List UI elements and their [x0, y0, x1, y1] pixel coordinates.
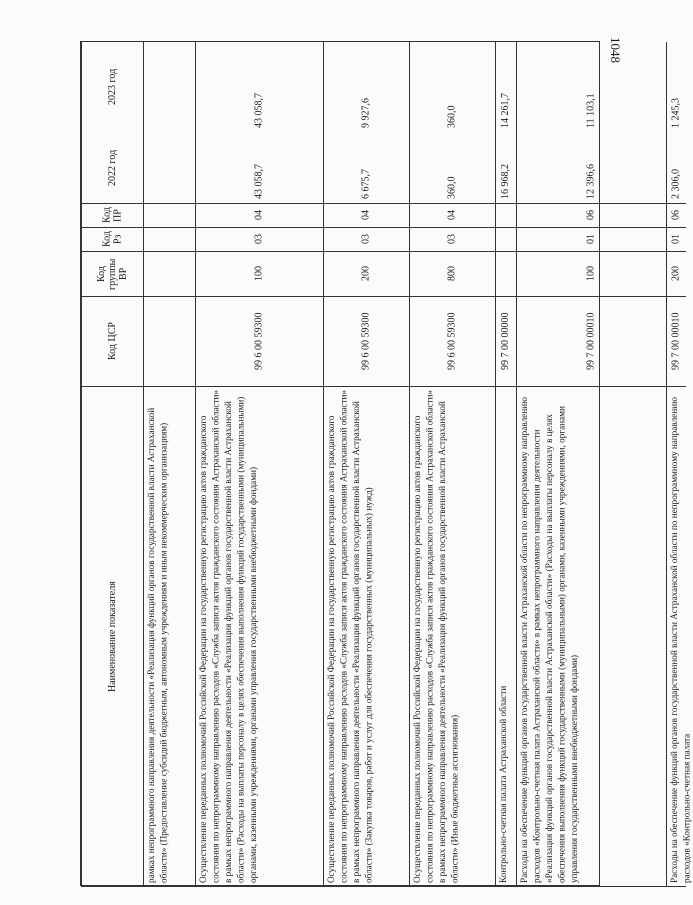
- row-7-y2023: 1 245,3: [666, 42, 686, 132]
- row-4-vr: 800: [409, 252, 495, 297]
- row-2-y2022: 43 058,7: [195, 132, 323, 204]
- header-csr: Код ЦСР: [81, 297, 143, 387]
- row-5-rz: [495, 228, 516, 252]
- header-name: Наименование показателя: [81, 387, 143, 887]
- row-6-csr: 99 7 00 00010: [516, 297, 666, 387]
- row-3-rz: 03: [323, 228, 409, 252]
- row-1-csr: [143, 297, 195, 387]
- header-y2022: 2022 год: [81, 132, 143, 204]
- row-3-csr: 99 6 00 59300: [323, 297, 409, 387]
- row-7-rz: 01: [666, 228, 686, 252]
- row-3-pr: 04: [323, 204, 409, 228]
- row-2-vr: 100: [195, 252, 323, 297]
- row-3-vr: 200: [323, 252, 409, 297]
- row-3-y2023: 9 927,6: [323, 42, 409, 132]
- row-5-y2022: 16 968,2: [495, 132, 516, 204]
- row-1-vr: [143, 252, 195, 297]
- header-vr: Код группы ВР: [81, 252, 143, 297]
- row-4-y2022: 360,0: [409, 132, 495, 204]
- header-rz: Код Рз: [81, 228, 143, 252]
- row-7-pr: 06: [666, 204, 686, 228]
- row-4-csr: 99 6 00 59300: [409, 297, 495, 387]
- row-7-vr: 200: [666, 252, 686, 297]
- row-3-name: Осуществление переданных полномочий Российской Федерации на государственную регистрацию актов гражданского состояния по непрограммному направлению расходов «Служба записи актов гражданского состояния Астраханской области» в рамках непрограммного направления деятельности «Реализация функций органов государственной власти Астраханской области» (Закупка товаров, работ и услуг для обеспечения государственных (муниципальных) нужд): [323, 387, 409, 887]
- row-7-csr: 99 7 00 00010: [666, 297, 686, 387]
- row-4-pr: 04: [409, 204, 495, 228]
- row-1-name: рамках непрограммного направления деятельности «Реализация функций органов государственной власти Астраханской области» (Предоставление субсидий бюджетным, автономным учреждениям и иным некоммерческим организациям): [143, 387, 195, 887]
- row-1-y2023: [143, 42, 195, 132]
- row-6-pr: 06: [516, 204, 666, 228]
- row-7-y2022: 2 306,0: [666, 132, 686, 204]
- row-5-name: Контрольно-счетная палата Астраханской области: [495, 387, 516, 887]
- header-pr: Код ПР: [81, 204, 143, 228]
- row-2-csr: 99 6 00 59300: [195, 297, 323, 387]
- row-3-y2022: 6 675,7: [323, 132, 409, 204]
- row-6-y2022: 12 396,6: [516, 132, 666, 204]
- row-2-y2023: 43 058,7: [195, 42, 323, 132]
- row-2-pr: 04: [195, 204, 323, 228]
- row-6-vr: 100: [516, 252, 666, 297]
- row-6-rz: 01: [516, 228, 666, 252]
- row-1-y2022: [143, 132, 195, 204]
- row-2-name: Осуществление переданных полномочий Российской Федерации на государственную регистрацию актов гражданского состояния по непрограммному направлению расходов «Служба записи актов гражданского состояния Астраханской области» в рамках непрограммного направления деятельности «Реализация функций органов государственной власти Астраханской области» (Расходы на выплаты персоналу в целях обеспечения выполнения функций государственными (муниципальными) органами, казенными учреждениями, органами управления государственными внебюджетными фондами): [195, 387, 323, 887]
- row-4-rz: 03: [409, 228, 495, 252]
- row-6-y2023: 11 103,1: [516, 42, 666, 132]
- row-6-name: Расходы на обеспечение функций органов государственной власти Астраханской области по непрограммному направлению расходов «Контрольно-счетная палата Астраханской области» в рамках непрограммного направления деятельности «Реализация функций органов государственной власти Астраханской области» (Расходы на выплаты персоналу в целях обеспечения выполнения функций государственными (муниципальными) органами, казенными учреждениями, органами управления государственными внебюджетными фондами): [516, 387, 666, 887]
- row-5-vr: [495, 252, 516, 297]
- row-1-pr: [143, 204, 195, 228]
- header-y2023: 2023 год: [81, 42, 143, 132]
- row-5-csr: 99 7 00 00000: [495, 297, 516, 387]
- row-1-rz: [143, 228, 195, 252]
- row-4-name: Осуществление переданных полномочий Российской Федерации на государственную регистрацию актов гражданского состояния по непрограммному направлению расходов «Служба записи актов гражданского состояния Астраханской области» в рамках непрограммного направления деятельности «Реализация функций органов государственной власти Астраханской области» (Иные бюджетные ассигнования): [409, 387, 495, 887]
- page-number: 1048: [608, 37, 623, 63]
- row-5-pr: [495, 204, 516, 228]
- row-4-y2023: 360,0: [409, 42, 495, 132]
- row-2-rz: 03: [195, 228, 323, 252]
- row-7-name: Расходы на обеспечение функций органов государственной власти Астраханской области по непрограммному направлению расходов «Контрольно-счетная палата: [666, 387, 686, 887]
- row-5-y2023: 14 261,7: [495, 42, 516, 132]
